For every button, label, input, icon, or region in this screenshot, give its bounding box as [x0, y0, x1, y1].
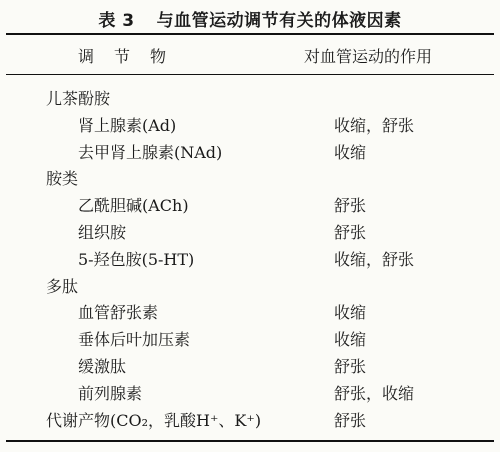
row-substance: 去甲肾上腺素(NAd): [78, 142, 223, 162]
row-effect: 舒张，收缩: [334, 383, 415, 403]
row-substance: 前列腺素: [78, 383, 143, 403]
row-effect: 舒张: [334, 410, 367, 430]
row-effect: 收缩: [334, 330, 367, 350]
table-number: 表 3: [98, 11, 135, 31]
table-row: [0, 140, 500, 167]
row-substance: 缓激肽: [78, 356, 127, 376]
table-row: [0, 193, 500, 220]
header-effect: 对血管运动的作用: [304, 47, 433, 66]
row-substance: 代谢产物(CO₂，乳酸H⁺、K⁺): [46, 410, 262, 430]
bottom-rule: [6, 440, 494, 442]
table-row: [0, 113, 500, 140]
row-effect: 舒张: [334, 196, 367, 216]
row-effect: 舒张: [334, 356, 367, 376]
row-effect: 舒张: [334, 222, 367, 242]
table-row: [0, 327, 500, 354]
row-substance: 垂体后叶加压素: [78, 330, 191, 350]
row-effect: 收缩，舒张: [334, 115, 415, 135]
row-substance: 乙酰胆碱(ACh): [78, 196, 189, 216]
table-row: [0, 220, 500, 247]
header-rule: [6, 74, 494, 75]
row-substance: 血管舒张素: [78, 303, 159, 323]
table-title: [0, 6, 500, 31]
table-header: [0, 35, 500, 74]
table-row: [0, 274, 500, 301]
row-substance: 肾上腺素(Ad): [78, 115, 177, 135]
table-row: [0, 381, 500, 408]
table-row: [0, 408, 500, 435]
row-substance: 多肽: [46, 276, 79, 296]
row-substance: 儿茶酚胺: [46, 89, 111, 108]
header-substance: 调节物: [78, 47, 187, 66]
row-effect: 收缩，舒张: [334, 249, 415, 269]
row-substance: 胺类: [46, 169, 79, 189]
table-row: [0, 86, 500, 113]
row-substance: 组织胺: [78, 222, 127, 242]
table-row: [0, 300, 500, 327]
table-title-text: 与血管运动调节有关的体液因素: [156, 11, 402, 31]
table-body: [0, 86, 500, 434]
row-substance: 5-羟色胺(5-HT): [78, 249, 195, 269]
row-effect: 收缩: [334, 303, 367, 323]
table-row: [0, 166, 500, 193]
table-row: [0, 354, 500, 381]
table-row: [0, 247, 500, 274]
row-effect: 收缩: [334, 142, 367, 162]
